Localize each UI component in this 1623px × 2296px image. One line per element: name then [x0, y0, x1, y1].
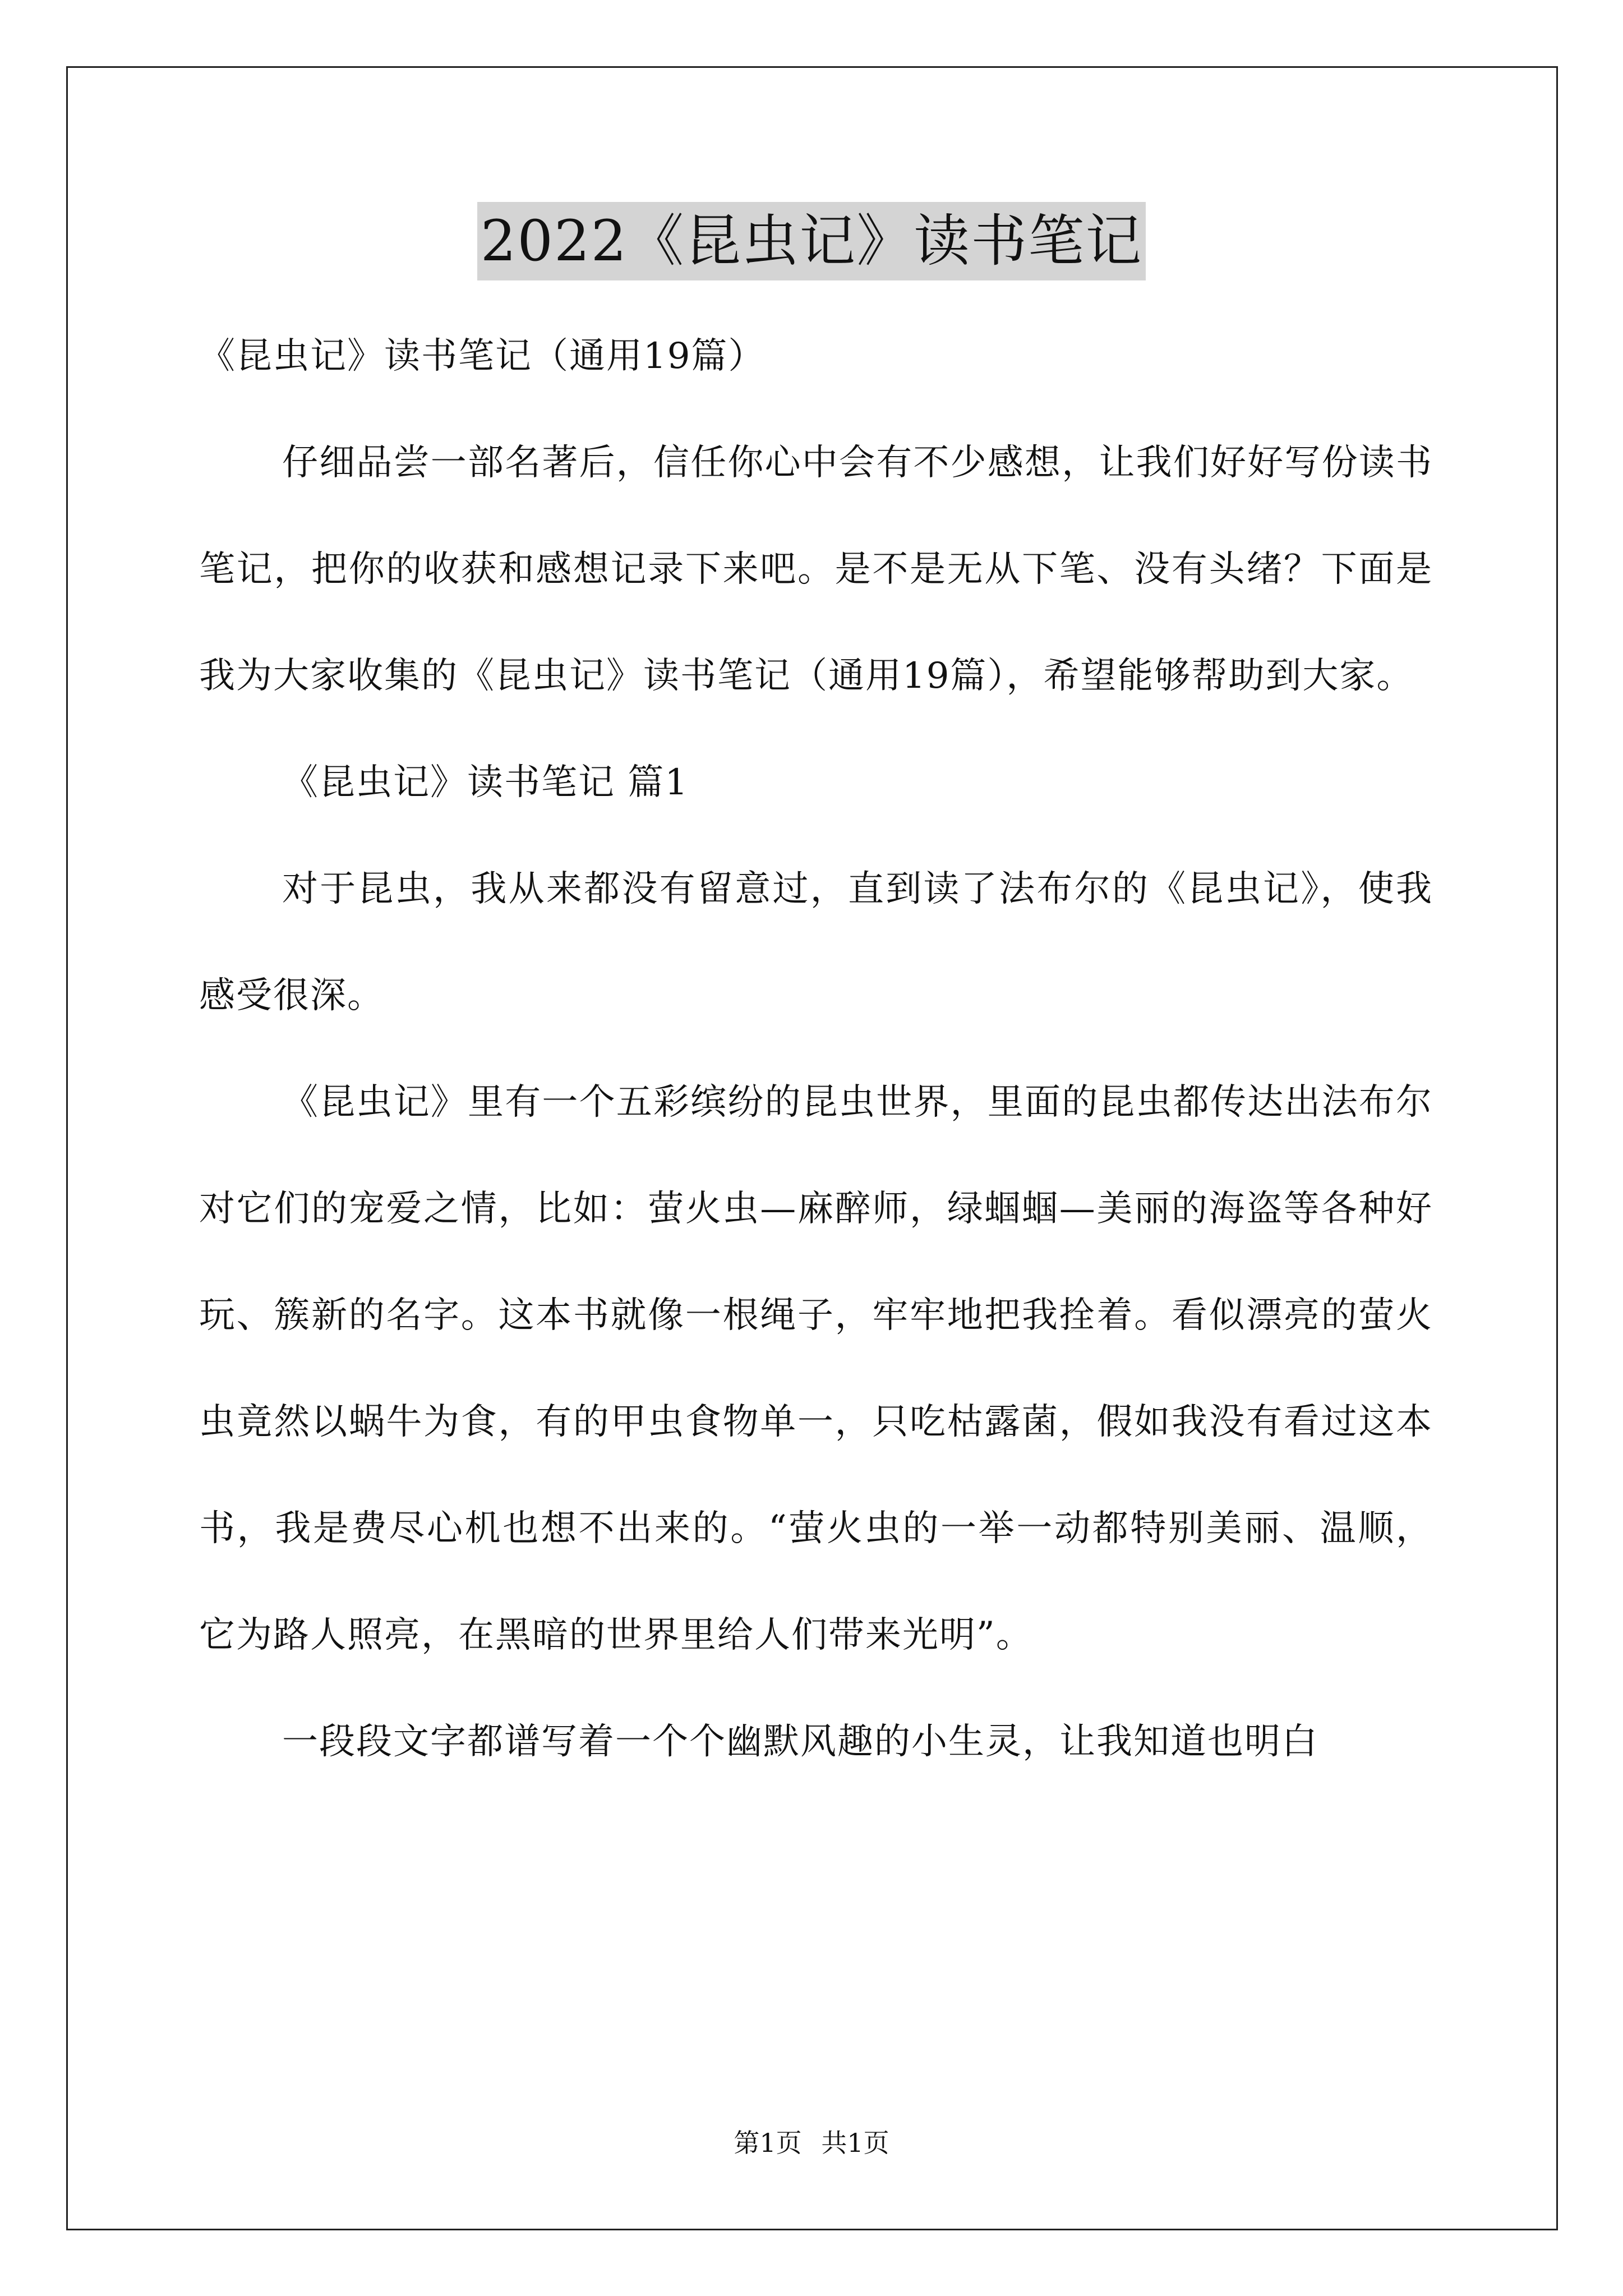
document-body	[199, 303, 1433, 1795]
title-container	[0, 202, 1623, 280]
body-paragraph: 对于昆虫，我从来都没有留意过，直到读了法布尔的《昆虫记》，使我感受很深。	[199, 868, 1433, 1016]
body-paragraph: 一段段文字都谱写着一个个幽默风趣的小生灵，让我知道也明白	[282, 1721, 1318, 1763]
body-paragraph: 《昆虫记》里有一个五彩缤纷的昆虫世界，里面的昆虫都传达出法布尔对它们的宠爱之情，比如：萤火虫—麻醉师，绿蝈蝈—美丽的海盗等各种好玩、簇新的名字。这本书就像一根绳子，牢牢地把我拴着。看似漂亮的萤火虫竟然以蜗牛为食，有的甲虫食物单一，只吃枯露菌，假如我没有看过这本书，我是费尽心机也想不出来的。“萤火虫的一举一动都特别美丽、温顺，它为路人照亮，在黑暗的世界里给人们带来光明”。	[199, 1082, 1433, 1656]
intro-paragraph: 仔细品尝一部名著后，信任你心中会有不少感想，让我们好好写份读书笔记，把你的收获和感想记录下来吧。是不是无从下笔、没有头绪？下面是我为大家收集的《昆虫记》读书笔记（通用19篇），希望能够帮助到大家。	[199, 442, 1433, 697]
page-footer	[0, 2126, 1623, 2160]
document-title: 2022《昆虫记》读书笔记	[477, 202, 1146, 280]
document-subtitle: 《昆虫记》读书笔记（通用19篇）	[199, 335, 766, 377]
page-number: 第1页	[734, 2128, 802, 2158]
page-total: 共1页	[821, 2128, 889, 2158]
section-heading: 《昆虫记》读书笔记 篇1	[282, 762, 689, 803]
